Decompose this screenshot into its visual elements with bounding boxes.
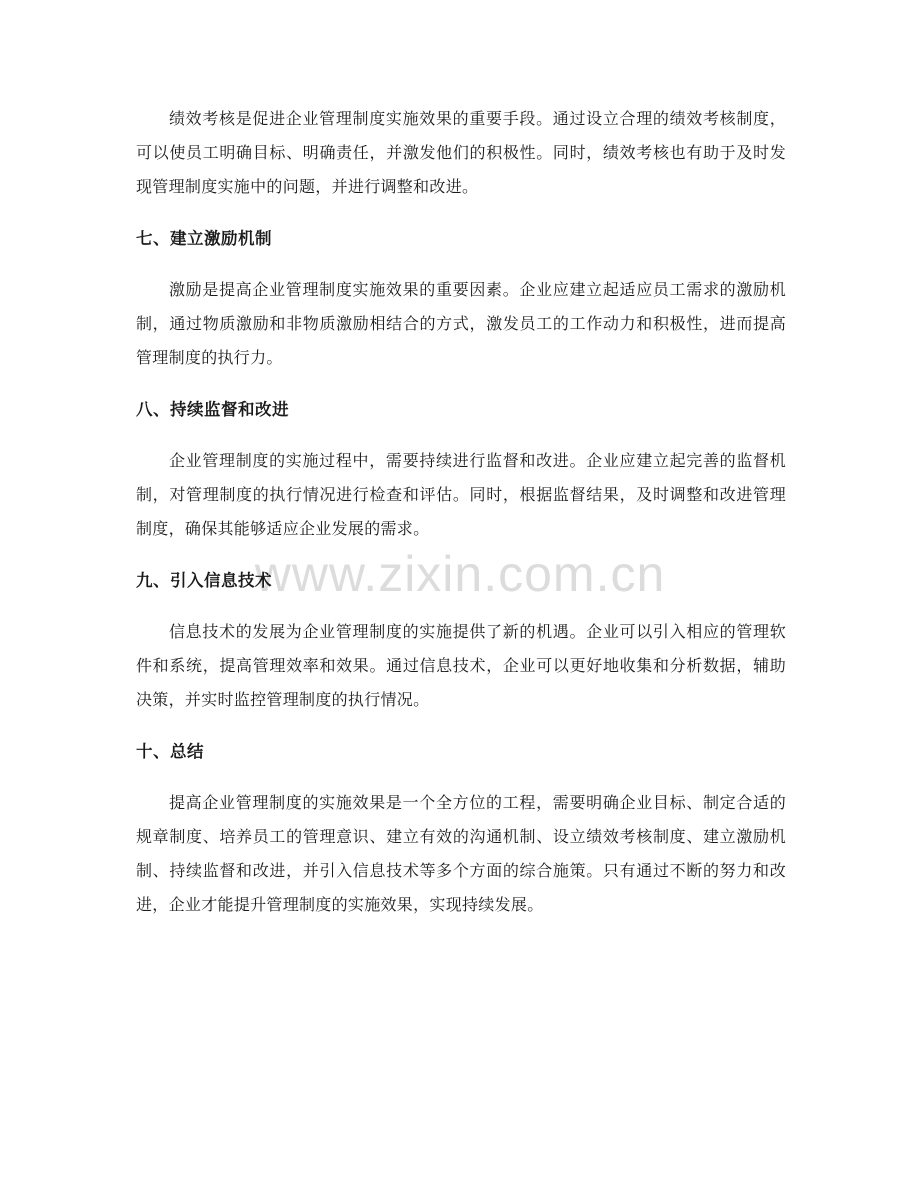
section-paragraph-incentive: 激励是提高企业管理制度实施效果的重要因素。企业应建立起适应员工需求的激励机制，通过物质激励和非物质激励相结合的方式，激发员工的工作动力和积极性，进而提高管理制度的执行力。 — [136, 280, 786, 367]
document-body — [136, 102, 786, 922]
section-paragraph-summary: 提高企业管理制度的实施效果是一个全方位的工程，需要明确企业目标、制定合适的规章制度、培养员工的管理意识、建立有效的沟通机制、设立绩效考核制度、建立激励机制、持续监督和改进，并引入信息技术等多个方面的综合施策。只有通过不断的努力和改进，企业才能提升管理制度的实施效果，实现持续发展。 — [136, 793, 786, 914]
watermark-text: www.zixin.com.cn — [254, 546, 666, 602]
section-heading-supervision: 八、持续监督和改进 — [136, 400, 289, 419]
section-heading-summary: 十、总结 — [136, 742, 204, 761]
section-paragraph-supervision: 企业管理制度的实施过程中，需要持续进行监督和改进。企业应建立起完善的监督机制，对管理制度的执行情况进行检查和评估。同时，根据监督结果，及时调整和改进管理制度，确保其能够适应企业发展的需求。 — [136, 451, 786, 538]
section-heading-it: 九、引入信息技术 — [136, 571, 272, 590]
section-heading-incentive: 七、建立激励机制 — [136, 229, 272, 248]
section-paragraph-performance: 绩效考核是促进企业管理制度实施效果的重要手段。通过设立合理的绩效考核制度，可以使员工明确目标、明确责任，并激发他们的积极性。同时，绩效考核也有助于及时发现管理制度实施中的问题，并进行调整和改进。 — [136, 109, 786, 196]
section-paragraph-it: 信息技术的发展为企业管理制度的实施提供了新的机遇。企业可以引入相应的管理软件和系统，提高管理效率和效果。通过信息技术，企业可以更好地收集和分析数据，辅助决策，并实时监控管理制度的执行情况。 — [136, 622, 786, 709]
